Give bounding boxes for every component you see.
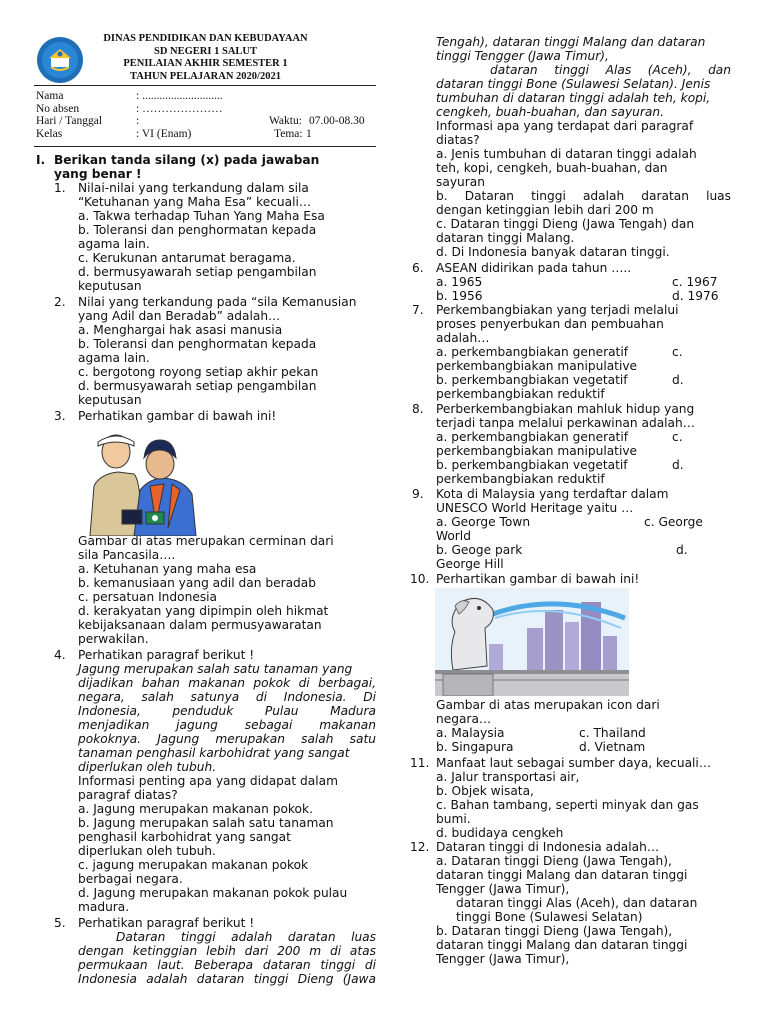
question-text: Informasi penting apa yang didapat dalam	[78, 774, 338, 788]
question-8	[412, 402, 732, 486]
question-6	[412, 261, 732, 303]
paragraph-line: dataran tinggi Bone (Sulawesi Selatan). Jenis	[436, 77, 711, 91]
paragraph-line: negara, salah satunya di Indonesia. Di	[78, 690, 376, 704]
option-a[interactable]: a. Menghargai hak asasi manusia	[78, 323, 283, 337]
option-b[interactable]: b. Jagung merupakan salah satu tanaman	[78, 816, 334, 830]
tema-label: Tema:	[274, 127, 303, 140]
paragraph-line: menjadikan jagung sebagai makanan	[78, 718, 376, 732]
question-number: 10.	[410, 572, 430, 586]
option-d-cont: madura.	[78, 900, 130, 914]
question-caption: Gambar di atas merupakan icon dari	[436, 698, 660, 712]
paragraph-line: cengkeh, buah-buahan, dan sayuran.	[436, 105, 664, 119]
question-text: Nilai yang terkandung pada “sila Kemanusian	[78, 295, 357, 309]
section-title-line2: yang benar !	[54, 167, 142, 181]
option-b[interactable]: b. kemanusiaan yang adil dan beradab	[78, 576, 316, 590]
absen-label: No absen	[36, 102, 80, 115]
question-number: 9.	[412, 487, 424, 501]
option-d[interactable]: d. bermusyawarah setiap pengambilan	[78, 265, 317, 279]
info-divider	[34, 146, 376, 147]
option-d-cont: keputusan	[78, 279, 142, 293]
option-a-cont: Tengger (Jawa Timur),	[436, 882, 570, 896]
paragraph-line: pokoknya. Jagung merupakan salah satu	[78, 732, 376, 746]
question-number: 4.	[54, 648, 66, 662]
option-d[interactable]: d.	[676, 543, 688, 557]
option-d[interactable]: d. kerakyatan yang dipimpin oleh hikmat	[78, 604, 329, 618]
option-c-cont: berbagai negara.	[78, 872, 183, 886]
option-a-cont: dataran tinggi Malang dan dataran tinggi	[436, 868, 688, 882]
option-c[interactable]: c. bergotong royong setiap akhir pekan	[78, 365, 319, 379]
question-text: Dataran tinggi di Indonesia adalah…	[436, 840, 660, 854]
option-b[interactable]: b. Singapura	[436, 740, 514, 754]
paragraph	[78, 662, 376, 774]
option-d-cont: keputusan	[78, 393, 142, 407]
option-c[interactable]: c. 1967	[672, 275, 718, 289]
option-d-cont: perwakilan.	[78, 632, 149, 646]
waktu-value: 07.00-08.30	[309, 115, 365, 127]
option-c[interactable]: c.	[672, 345, 683, 359]
question-number: 1.	[54, 181, 66, 195]
student-info	[36, 90, 376, 145]
paragraph	[78, 930, 376, 986]
question-2	[54, 295, 376, 407]
paragraph-line: dataran tinggi Alas (Aceh), dan	[490, 63, 731, 77]
option-b-cont: agama lain.	[78, 351, 150, 365]
paragraph-line: dijadikan bahan makanan pokok di berbagai,	[78, 676, 376, 690]
option-a-cont: teh, kopi, cengkeh, buah-buahan, dan	[436, 161, 668, 175]
question-text: diatas?	[436, 133, 480, 147]
option-a[interactable]: a. Takwa terhadap Tuhan Yang Maha Esa	[78, 209, 325, 223]
question-12	[410, 840, 732, 966]
option-c[interactable]: c. jagung merupakan makanan pokok	[78, 858, 309, 872]
header-agency: DINAS PENDIDIKAN DAN KEBUDAYAAN	[103, 33, 308, 44]
option-b[interactable]: b. Dataran tinggi Dieng (Jawa Tengah),	[436, 924, 673, 938]
option-d-cont: perkembangbiakan reduktif	[436, 472, 605, 486]
option-a[interactable]: a. 1965	[436, 275, 483, 289]
option-b[interactable]: b. perkembangbiakan vegetatif	[436, 458, 628, 472]
question-number: 5.	[54, 916, 66, 930]
question-4	[54, 648, 376, 914]
option-c-cont: perkembangbiakan manipulative	[436, 444, 638, 458]
option-b[interactable]: b. Dataran tinggi adalah daratan luas	[436, 189, 731, 203]
paragraph-line: tinggi Tengger (Jawa Timur),	[436, 49, 609, 63]
question-text: Perhatikan paragraf berikut !	[78, 916, 255, 930]
option-b[interactable]: b. 1956	[436, 289, 483, 303]
question-3-options	[78, 534, 376, 646]
paragraph-line: dengan ketinggian lebih dari 200 m di atas	[78, 944, 376, 958]
question-text: UNESCO World Heritage yaitu …	[436, 501, 634, 515]
question-10	[410, 572, 732, 586]
paragraph	[436, 35, 731, 119]
option-d-cont: perkembangbiakan reduktif	[436, 387, 605, 401]
question-1	[54, 181, 376, 293]
question-caption: sila Pancasila….	[78, 548, 176, 562]
option-a[interactable]: a. perkembangbiakan generatif	[436, 345, 629, 359]
option-a-cont: dataran tinggi Alas (Aceh), dan dataran	[456, 896, 698, 910]
option-a[interactable]: a. George Town	[436, 515, 531, 529]
two-men-illustration	[84, 424, 202, 536]
option-a[interactable]: a. Jenis tumbuhan di dataran tinggi adalah	[436, 147, 697, 161]
question-text: Manfaat laut sebagai sumber daya, kecuali…	[436, 756, 712, 770]
paragraph-line: Tengah), dataran tinggi Malang dan dataran	[436, 35, 706, 49]
school-logo	[36, 36, 84, 84]
kelas-label: Kelas	[36, 127, 63, 140]
question-text: “Ketuhanan yang Maha Esa” kecuali…	[78, 195, 312, 209]
option-b[interactable]: b. perkembangbiakan vegetatif	[436, 373, 628, 387]
question-11	[410, 756, 732, 840]
nama-field[interactable]: : ............................	[136, 90, 223, 102]
section-numeral: I.	[36, 153, 46, 167]
option-d-cont: kebijaksanaan dalam permusyawaratan	[78, 618, 322, 632]
paragraph-line: tumbuhan di dataran tinggi adalah teh, kopi,	[436, 91, 711, 105]
option-b[interactable]: b. Objek wisata,	[436, 784, 534, 798]
question-caption: Gambar di atas merupakan cerminan dari	[78, 534, 334, 548]
question-text: Perhatikan gambar di bawah ini!	[78, 409, 277, 423]
paragraph-line: diperlukan oleh tubuh.	[78, 760, 217, 774]
option-d-cont: George Hill	[436, 557, 504, 571]
option-d[interactable]: d. budidaya cengkeh	[436, 826, 564, 840]
section-title-line1: Berikan tanda silang (x) pada jawaban	[54, 153, 320, 167]
merlion-icon	[435, 588, 629, 696]
paragraph-line: permukaan laut. Beberapa dataran tinggi di	[78, 958, 376, 972]
question-number: 6.	[412, 261, 424, 275]
option-a-cont: tinggi Bone (Sulawesi Selatan)	[456, 910, 643, 924]
paragraph-line: Indonesia, penduduk Pulau Madura	[78, 704, 376, 718]
paragraph-line: Dataran tinggi adalah daratan luas	[116, 930, 376, 944]
option-a[interactable]: a. Malaysia	[436, 726, 505, 740]
nama-label: Nama	[36, 90, 64, 102]
header-exam: PENILAIAN AKHIR SEMESTER 1	[123, 58, 288, 69]
question-text: Kota di Malaysia yang terdaftar dalam	[436, 487, 669, 501]
question-text: proses penyerbukan dan pembuahan	[436, 317, 664, 331]
option-c[interactable]: c. Bahan tambang, seperti minyak dan gas	[436, 798, 699, 812]
question-10-options	[436, 698, 732, 754]
question-7	[412, 303, 732, 401]
question-text: adalah…	[436, 331, 490, 345]
question-number: 8.	[412, 402, 424, 416]
option-d[interactable]: d. Vietnam	[579, 740, 646, 754]
option-b-cont: penghasil karbohidrat yang sangat	[78, 830, 291, 844]
question-text: Perkembangbiakan yang terjadi melalui	[436, 303, 679, 317]
option-a-cont: sayuran	[436, 175, 485, 189]
question-number: 7.	[412, 303, 424, 317]
question-text: Informasi apa yang terdapat dari paragraf	[436, 119, 694, 133]
option-b-cont: diperlukan oleh tubuh.	[78, 844, 216, 858]
paragraph-line: Jagung merupakan salah satu tanaman yang	[78, 662, 353, 676]
option-c[interactable]: c.	[672, 430, 683, 444]
two-men-greeting-icon	[84, 424, 202, 536]
option-c-cont: perkembangbiakan manipulative	[436, 359, 638, 373]
option-b-cont: dengan ketinggian lebih dari 200 m	[436, 203, 654, 217]
option-c-cont: bumi.	[436, 812, 471, 826]
question-number: 11.	[410, 756, 430, 770]
option-d[interactable]: d. bermusyawarah setiap pengambilan	[78, 379, 317, 393]
header-divider	[34, 85, 376, 86]
waktu-label: Waktu:	[269, 115, 302, 127]
option-c[interactable]: c. persatuan Indonesia	[78, 590, 218, 604]
question-text: Nilai-nilai yang terkandung dalam sila	[78, 181, 309, 195]
option-c[interactable]: c. Dataran tinggi Dieng (Jawa Tengah) dan	[436, 217, 695, 231]
question-text: yang Adil dan Beradab” adalah…	[78, 309, 281, 323]
question-caption: negara…	[436, 712, 492, 726]
question-5	[54, 916, 376, 986]
paragraph-line: Indonesia adalah dataran tinggi Dieng (Jawa	[78, 972, 376, 986]
question-text: terjadi tanpa melalui perkawinan adalah…	[436, 416, 695, 430]
question-number: 2.	[54, 295, 66, 309]
option-d[interactable]: d.	[672, 373, 684, 387]
option-b-cont: Tengger (Jawa Timur),	[436, 952, 570, 966]
merlion-illustration	[435, 588, 629, 696]
absen-field[interactable]: : …………………	[136, 102, 223, 115]
question-number: 12.	[410, 840, 430, 854]
question-text: paragraf diatas?	[78, 788, 178, 802]
option-c-cont: World	[436, 529, 471, 543]
option-a[interactable]: a. Dataran tinggi Dieng (Jawa Tengah),	[436, 854, 672, 868]
option-a[interactable]: a. Jalur transportasi air,	[436, 770, 580, 784]
option-b-cont: dataran tinggi Malang dan dataran tinggi	[436, 938, 688, 952]
option-a[interactable]: a. Ketuhanan yang maha esa	[78, 562, 257, 576]
option-b-cont: agama lain.	[78, 237, 150, 251]
tut-wuri-handayani-logo-icon	[36, 36, 84, 84]
question-text: ASEAN didirikan pada tahun …..	[436, 261, 632, 275]
question-text: Perhatikan paragraf berikut !	[78, 648, 255, 662]
option-d[interactable]: d. Jagung merupakan makanan pokok pulau	[78, 886, 348, 900]
option-c[interactable]: c. Kerukunan antarumat beragama.	[78, 251, 296, 265]
option-c-cont: dataran tinggi Malang.	[436, 231, 575, 245]
option-a[interactable]: a. perkembangbiakan generatif	[436, 430, 629, 444]
option-c[interactable]: c. George	[644, 515, 703, 529]
option-d[interactable]: d.	[672, 458, 684, 472]
paragraph-line: tanaman penghasil karbohidrat yang sangat	[78, 746, 350, 760]
question-text: Perhartikan gambar di bawah ini!	[436, 572, 640, 586]
option-c[interactable]: c. Thailand	[579, 726, 646, 740]
option-d[interactable]: d. Di Indonesia banyak dataran tinggi.	[436, 245, 670, 259]
option-a[interactable]: a. Jagung merupakan makanan pokok.	[78, 802, 313, 816]
kelas-value: : VI (Enam)	[136, 127, 192, 140]
question-number: 3.	[54, 409, 66, 423]
header-year: TAHUN PELAJARAN 2020/2021	[130, 70, 281, 82]
question-text: Perberkembangbiakan mahluk hidup yang	[436, 402, 695, 416]
question-5-continued	[436, 35, 731, 259]
option-d[interactable]: d. 1976	[672, 289, 719, 303]
document-header	[98, 33, 313, 83]
hari-label: Hari / Tanggal	[36, 115, 103, 127]
option-b[interactable]: b. Toleransi dan penghormatan kepada	[78, 337, 317, 351]
question-3	[54, 409, 376, 423]
option-b[interactable]: b. Toleransi dan penghormatan kepada	[78, 223, 317, 237]
tema-value: 1	[306, 127, 312, 140]
question-9	[412, 487, 732, 571]
header-school: SD NEGERI 1 SALUT	[154, 45, 257, 57]
option-b[interactable]: b. Geoge park	[436, 543, 523, 557]
hari-field[interactable]: :	[136, 115, 140, 127]
